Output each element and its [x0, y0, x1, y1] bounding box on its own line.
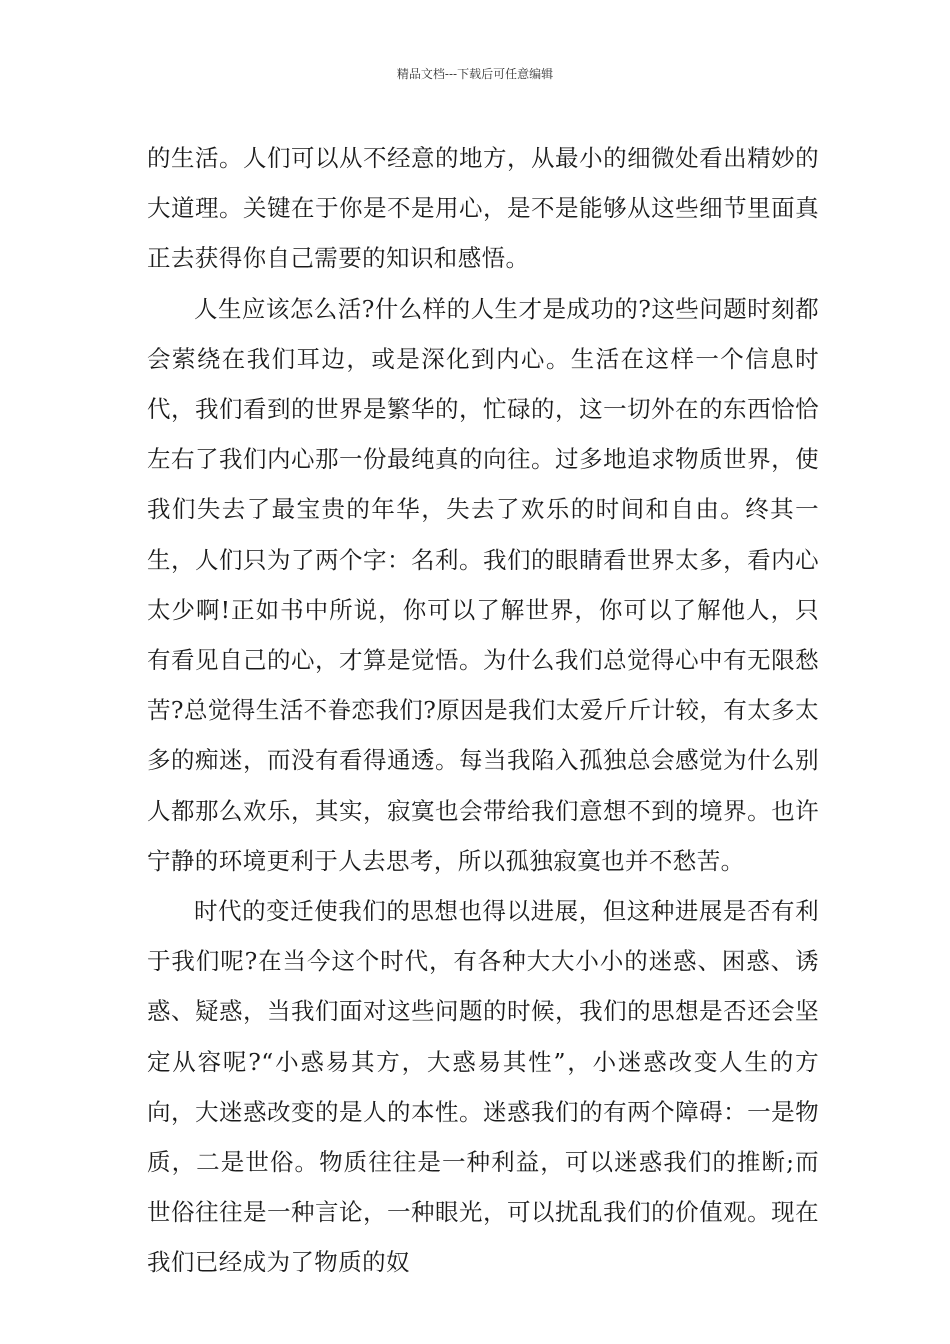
paragraph-2: 人生应该怎么活?什么样的人生才是成功的?这些问题时刻都会萦绕在我们耳边，或是深化到内心。生活在这样一个信息时代，我们看到的世界是繁华的，忙碌的，这一切外在的东西恰恰左右了我们内心那一份最纯真的向往。过多地追求物质世界，使我们失去了最宝贵的年华，失去了欢乐的时间和自由。终其一生，人们只为了两个字：名利。我们的眼睛看世界太多，看内心太少啊!正如书中所说，你可以了解世界，你可以了解他人，只有看见自己的心，才算是觉悟。为什么我们总觉得心中有无限愁苦?总觉得生活不眷恋我们?原因是我们太爱斤斤计较，有太多太多的痴迷，而没有看得通透。每当我陷入孤独总会感觉为什么别人都那么欢乐，其实，寂寞也会带给我们意想不到的境界。也许宁静的环境更利于人去思考，所以孤独寂寞也并不愁苦。	[147, 294, 819, 875]
document-body	[147, 133, 819, 1288]
paragraph-3: 时代的变迁使我们的思想也得以进展，但这种进展是否有利于我们呢?在当今这个时代，有各种大大小小的迷惑、困惑、诱惑、疑惑，当我们面对这些问题的时候，我们的思想是否还会坚定从容呢?“小惑易其方，大惑易其性”，小迷惑改变人生的方向，大迷惑改变的是人的本性。迷惑我们的有两个障碍：一是物质，二是世俗。物质往往是一种利益，可以迷惑我们的推断;而世俗往往是一种言论，一种眼光，可以扰乱我们的价值观。现在我们已经成为了物质的奴	[147, 897, 819, 1277]
page-header: 精品文档---下载后可任意编辑	[396, 67, 554, 81]
paragraph-1: 的生活。人们可以从不经意的地方，从最小的细微处看出精妙的大道理。关键在于你是不是用心，是不是能够从这些细节里面真正去获得你自己需要的知识和感悟。	[147, 144, 819, 273]
